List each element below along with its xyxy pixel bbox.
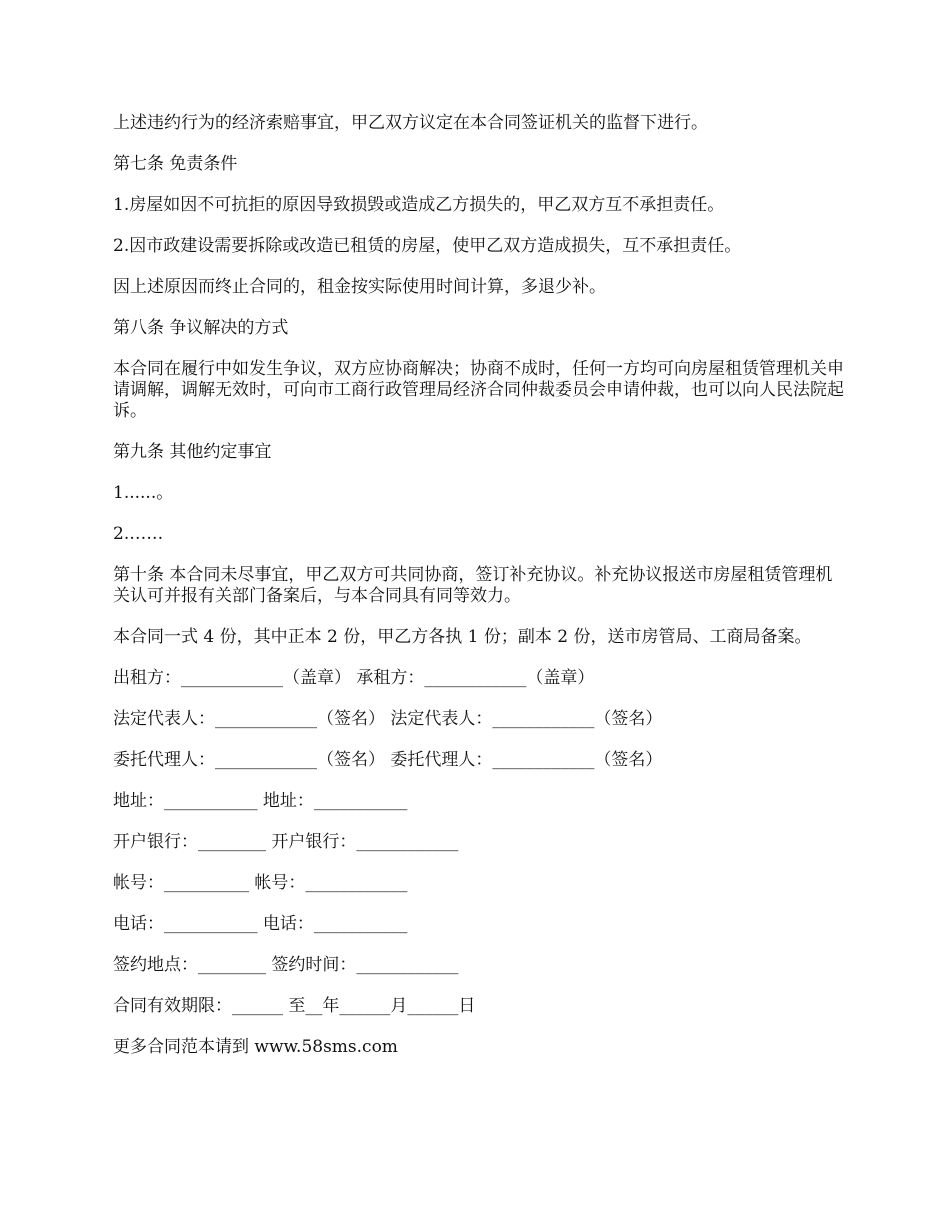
paragraph-copies: 本合同一式 4 份，其中正本 2 份，甲乙方各执 1 份；副本 2 份，送市房管局、工商局备案。 bbox=[113, 627, 812, 647]
signature-line-agent: 委托代理人：____________（签名） 委托代理人：____________（签名） bbox=[113, 750, 663, 770]
footer-more-templates: 更多合同范本请到 www.58sms.com bbox=[113, 1037, 398, 1057]
signature-line-signing-place-time: 签约地点：________ 签约时间：____________ bbox=[113, 955, 459, 975]
signature-line-validity: 合同有效期限：______ 至__年______月______日 bbox=[113, 996, 476, 1016]
paragraph-rent-settlement: 因上述原因而终止合同的，租金按实际使用时间计算，多退少补。 bbox=[113, 277, 606, 297]
paragraph-article-10: 第十条 本合同未尽事宜，甲乙双方可共同协商，签订补充协议。补充协议报送市房屋租赁管理机关认可并报有关部门备案后，与本合同具有同等效力。 bbox=[113, 565, 833, 606]
heading-article-7: 第七条 免责条件 bbox=[113, 154, 238, 174]
signature-line-legal-rep: 法定代表人：____________（签名） 法定代表人：____________（签名） bbox=[113, 709, 663, 729]
paragraph-dispute-resolution: 本合同在履行中如发生争议，双方应协商解决；协商不成时，任何一方均可向房屋租赁管理机关申请调解，调解无效时，可向市工商行政管理局经济合同仲裁委员会申请仲裁，也可以向人民法院起诉。 bbox=[113, 359, 844, 421]
paragraph-compensation-supervision: 上述违约行为的经济索赔事宜，甲乙双方议定在本合同签证机关的监督下进行。 bbox=[113, 113, 708, 133]
signature-line-account: 帐号：__________ 帐号：____________ bbox=[113, 873, 408, 893]
signature-line-parties: 出租方：____________（盖章） 承租方：____________（盖章） bbox=[113, 668, 595, 688]
paragraph-article-7-item-2: 2.因市政建设需要拆除或改造已租赁的房屋，使甲乙双方造成损失，互不承担责任。 bbox=[113, 236, 742, 256]
heading-article-8: 第八条 争议解决的方式 bbox=[113, 318, 289, 338]
document-page bbox=[113, 113, 848, 1078]
signature-line-bank: 开户银行：________ 开户银行：____________ bbox=[113, 832, 459, 852]
paragraph-article-9-item-1: 1......。 bbox=[113, 483, 174, 503]
signature-line-phone: 电话：___________ 电话：___________ bbox=[113, 914, 408, 934]
paragraph-article-9-item-2: 2.…… bbox=[113, 524, 164, 544]
paragraph-article-7-item-1: 1.房屋如因不可抗拒的原因导致损毁或造成乙方损失的，甲乙双方互不承担责任。 bbox=[113, 195, 725, 215]
signature-line-address: 地址：___________ 地址：___________ bbox=[113, 791, 408, 811]
heading-article-9: 第九条 其他约定事宜 bbox=[113, 442, 272, 462]
